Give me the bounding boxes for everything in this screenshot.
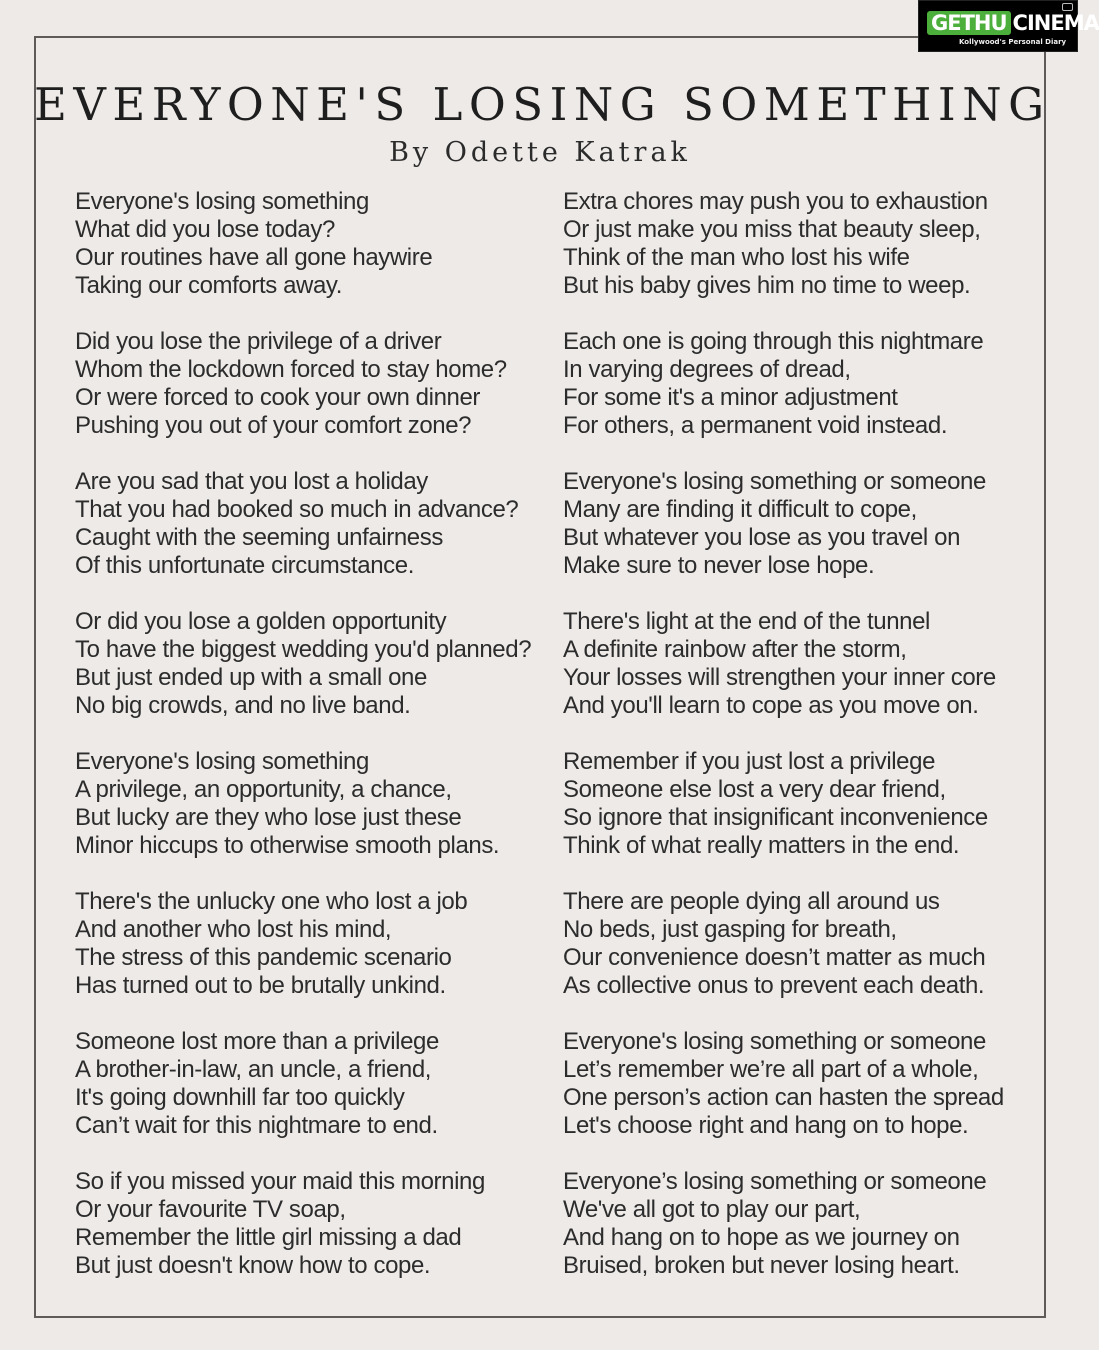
poem-line: A privilege, an opportunity, a chance, <box>75 776 452 803</box>
poem-line: Everyone's losing something <box>75 748 369 775</box>
poem-line: There's light at the end of the tunnel <box>563 608 930 635</box>
poem-line: No beds, just gasping for breath, <box>563 916 897 943</box>
stanza <box>75 328 565 468</box>
poem-line: Someone else lost a very dear friend, <box>563 776 946 803</box>
poem-line: Your losses will strengthen your inner core <box>563 664 996 691</box>
poem-line: Think of what really matters in the end. <box>563 832 960 859</box>
watermark-tagline: Kollywood's Personal Diary <box>959 38 1067 46</box>
poem-line: It's going downhill far too quickly <box>75 1084 405 1111</box>
poem-line: Everyone's losing something or someone <box>563 1028 986 1055</box>
poem-line: There's the unlucky one who lost a job <box>75 888 468 915</box>
poem-line: But his baby gives him no time to weep. <box>563 272 971 299</box>
poem-line: But just doesn't know how to cope. <box>75 1252 431 1279</box>
poem-line: Are you sad that you lost a holiday <box>75 468 428 495</box>
poem-line: Everyone's losing something <box>75 188 369 215</box>
stanza <box>75 188 565 328</box>
gethucinema-watermark <box>918 0 1099 52</box>
watermark-brand-part1: GETHU <box>927 11 1011 35</box>
poem-line: In varying degrees of dread, <box>563 356 851 383</box>
poem-line: Let's choose right and hang on to hope. <box>563 1112 969 1139</box>
stanza <box>75 748 565 888</box>
poem-line: One person’s action can hasten the spread <box>563 1084 1004 1111</box>
poem-line: Make sure to never lose hope. <box>563 552 875 579</box>
poem-right-column <box>563 188 1053 1308</box>
stanza <box>75 1168 565 1308</box>
poem-line: A brother-in-law, an uncle, a friend, <box>75 1056 432 1083</box>
stanza <box>75 888 565 1028</box>
poem-line: Or did you lose a golden opportunity <box>75 608 447 635</box>
stanza <box>75 608 565 748</box>
poem-line: The stress of this pandemic scenario <box>75 944 452 971</box>
poem-line: Each one is going through this nightmare <box>563 328 984 355</box>
stanza <box>563 188 1053 328</box>
poem-line: Or just make you miss that beauty sleep, <box>563 216 981 243</box>
poem-line: Many are finding it difficult to cope, <box>563 496 917 523</box>
poem-line: Our convenience doesn’t matter as much <box>563 944 986 971</box>
poem-line: To have the biggest wedding you'd planned? <box>75 636 532 663</box>
poem-line: Can’t wait for this nightmare to end. <box>75 1112 438 1139</box>
poem-line: Or your favourite TV soap, <box>75 1196 346 1223</box>
poem-line: Pushing you out of your comfort zone? <box>75 412 472 439</box>
poem-line: Did you lose the privilege of a driver <box>75 328 442 355</box>
poem-line: Extra chores may push you to exhaustion <box>563 188 988 215</box>
stanza <box>563 1028 1053 1168</box>
watermark-logo <box>927 8 1099 38</box>
poem-line: And hang on to hope as we journey on <box>563 1224 960 1251</box>
watermark-brand-part2: CINEMA <box>1012 11 1099 35</box>
stanza <box>563 608 1053 748</box>
poem-line: What did you lose today? <box>75 216 335 243</box>
poem-line: Someone lost more than a privilege <box>75 1028 439 1055</box>
poem-line: And you'll learn to cope as you move on. <box>563 692 979 719</box>
stanza <box>563 468 1053 608</box>
poem-line: But whatever you lose as you travel on <box>563 524 961 551</box>
poem-line: Our routines have all gone haywire <box>75 244 433 271</box>
poem-left-column <box>75 188 565 1308</box>
poem-line: Of this unfortunate circumstance. <box>75 552 414 579</box>
poem-line: But just ended up with a small one <box>75 664 427 691</box>
poem-line: But lucky are they who lose just these <box>75 804 462 831</box>
poem-line: No big crowds, and no live band. <box>75 692 411 719</box>
poem-line: Think of the man who lost his wife <box>563 244 910 271</box>
stanza <box>563 888 1053 1028</box>
poem-line: Remember if you just lost a privilege <box>563 748 936 775</box>
poem-line: There are people dying all around us <box>563 888 940 915</box>
poem-line: Let’s remember we’re all part of a whole, <box>563 1056 979 1083</box>
stanza <box>75 468 565 608</box>
stanza <box>563 1168 1053 1308</box>
poem-line: A definite rainbow after the storm, <box>563 636 907 663</box>
poem-title: EVERYONE'S LOSING SOMETHING <box>34 78 1051 131</box>
poem-author: By Odette Katrak <box>389 137 691 168</box>
poem-line: As collective onus to prevent each death. <box>563 972 985 999</box>
stanza <box>563 748 1053 888</box>
poem-line: Bruised, broken but never losing heart. <box>563 1252 960 1279</box>
poem-line: Everyone’s losing something or someone <box>563 1168 987 1195</box>
poem-line: Minor hiccups to otherwise smooth plans. <box>75 832 500 859</box>
poem-line: Taking our comforts away. <box>75 272 342 299</box>
poem-line: For some it's a minor adjustment <box>563 384 898 411</box>
poem-line: Everyone's losing something or someone <box>563 468 986 495</box>
stanza <box>75 1028 565 1168</box>
poem-line: We've all got to play our part, <box>563 1196 861 1223</box>
poem-line: Has turned out to be brutally unkind. <box>75 972 446 999</box>
poem-line: So if you missed your maid this morning <box>75 1168 485 1195</box>
poem-line: Caught with the seeming unfairness <box>75 524 443 551</box>
poem-line: So ignore that insignificant inconvenience <box>563 804 988 831</box>
poem-line: For others, a permanent void instead. <box>563 412 948 439</box>
poem-line: Or were forced to cook your own dinner <box>75 384 480 411</box>
poem-line: That you had booked so much in advance? <box>75 496 519 523</box>
stanza <box>563 328 1053 468</box>
poem-line: Remember the little girl missing a dad <box>75 1224 462 1251</box>
poem-line: And another who lost his mind, <box>75 916 392 943</box>
poem-line: Whom the lockdown forced to stay home? <box>75 356 507 383</box>
